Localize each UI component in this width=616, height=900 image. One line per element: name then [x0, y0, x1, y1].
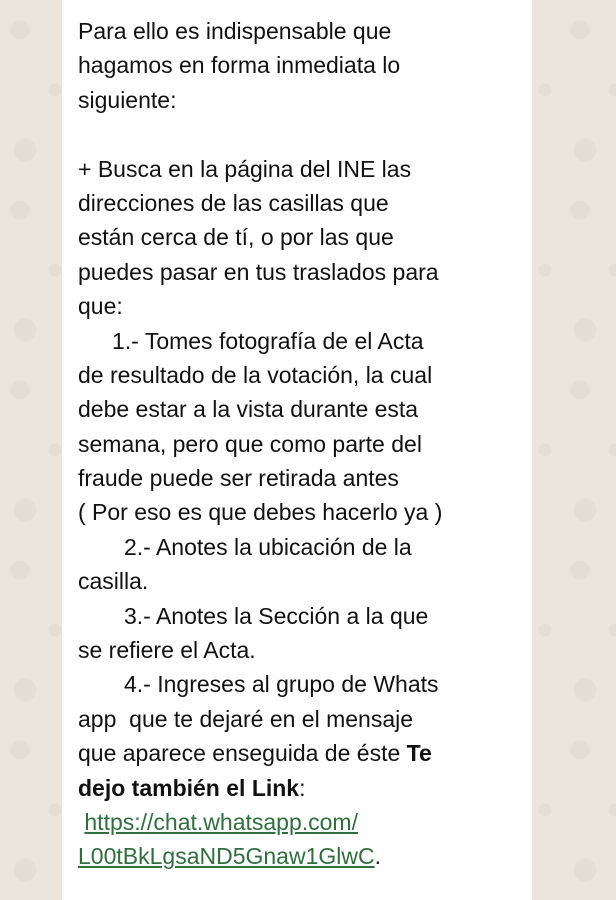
list-item-4: 4.- Ingreses al grupo de Whats — [124, 671, 439, 698]
message-line: fraude puede ser retirada antes — [78, 465, 399, 492]
message-line — [78, 805, 524, 839]
message-bubble — [62, 0, 532, 900]
whatsapp-group-link-part-2[interactable]: L00tBkLgsaND5Gnaw1GlwC — [78, 843, 375, 870]
message-line: debe estar a la vista durante esta — [78, 396, 419, 423]
message-line: app que te dejaré en el mensaje — [78, 705, 414, 732]
message-line: semana, pero que como parte del — [78, 430, 422, 457]
message-text: . — [374, 843, 381, 870]
message-line: puedes pasar en tus traslados para — [78, 258, 439, 285]
bold-text: dejo también el Link — [78, 774, 300, 801]
list-item-3: 3.- Anotes la Sección a la que — [124, 602, 429, 629]
message-line: se refiere el Acta. — [78, 637, 256, 664]
whatsapp-group-link-part-1[interactable]: https://chat.whatsapp.com/ — [84, 808, 358, 835]
message-text: que aparece enseguida de éste — [78, 740, 407, 767]
message-line: que: — [78, 293, 123, 320]
message-line: + Busca en la página del INE las — [78, 155, 412, 182]
list-item-1: 1.- Tomes fotografía de el Acta — [112, 327, 424, 354]
message-line: siguiente: — [78, 86, 177, 113]
list-item-2: 2.- Anotes la ubicación de la — [124, 533, 412, 560]
message-line — [78, 736, 524, 770]
message-line: están cerca de tí, o por las que — [78, 224, 394, 251]
message-line — [78, 839, 524, 873]
message-line: ( Por eso es que debes hacerlo ya ) — [78, 499, 443, 526]
message-text: : — [299, 774, 306, 801]
message-line: de resultado de la votación, la cual — [78, 361, 433, 388]
blank-line — [78, 117, 524, 151]
message-line: direcciones de las casillas que — [78, 189, 389, 216]
message-line: hagamos en forma inmediata lo — [78, 52, 401, 79]
message-line: Para ello es indispensable que — [78, 18, 392, 44]
bold-text: Te — [406, 740, 432, 767]
message-line: casilla. — [78, 568, 149, 595]
message-line — [78, 771, 524, 805]
